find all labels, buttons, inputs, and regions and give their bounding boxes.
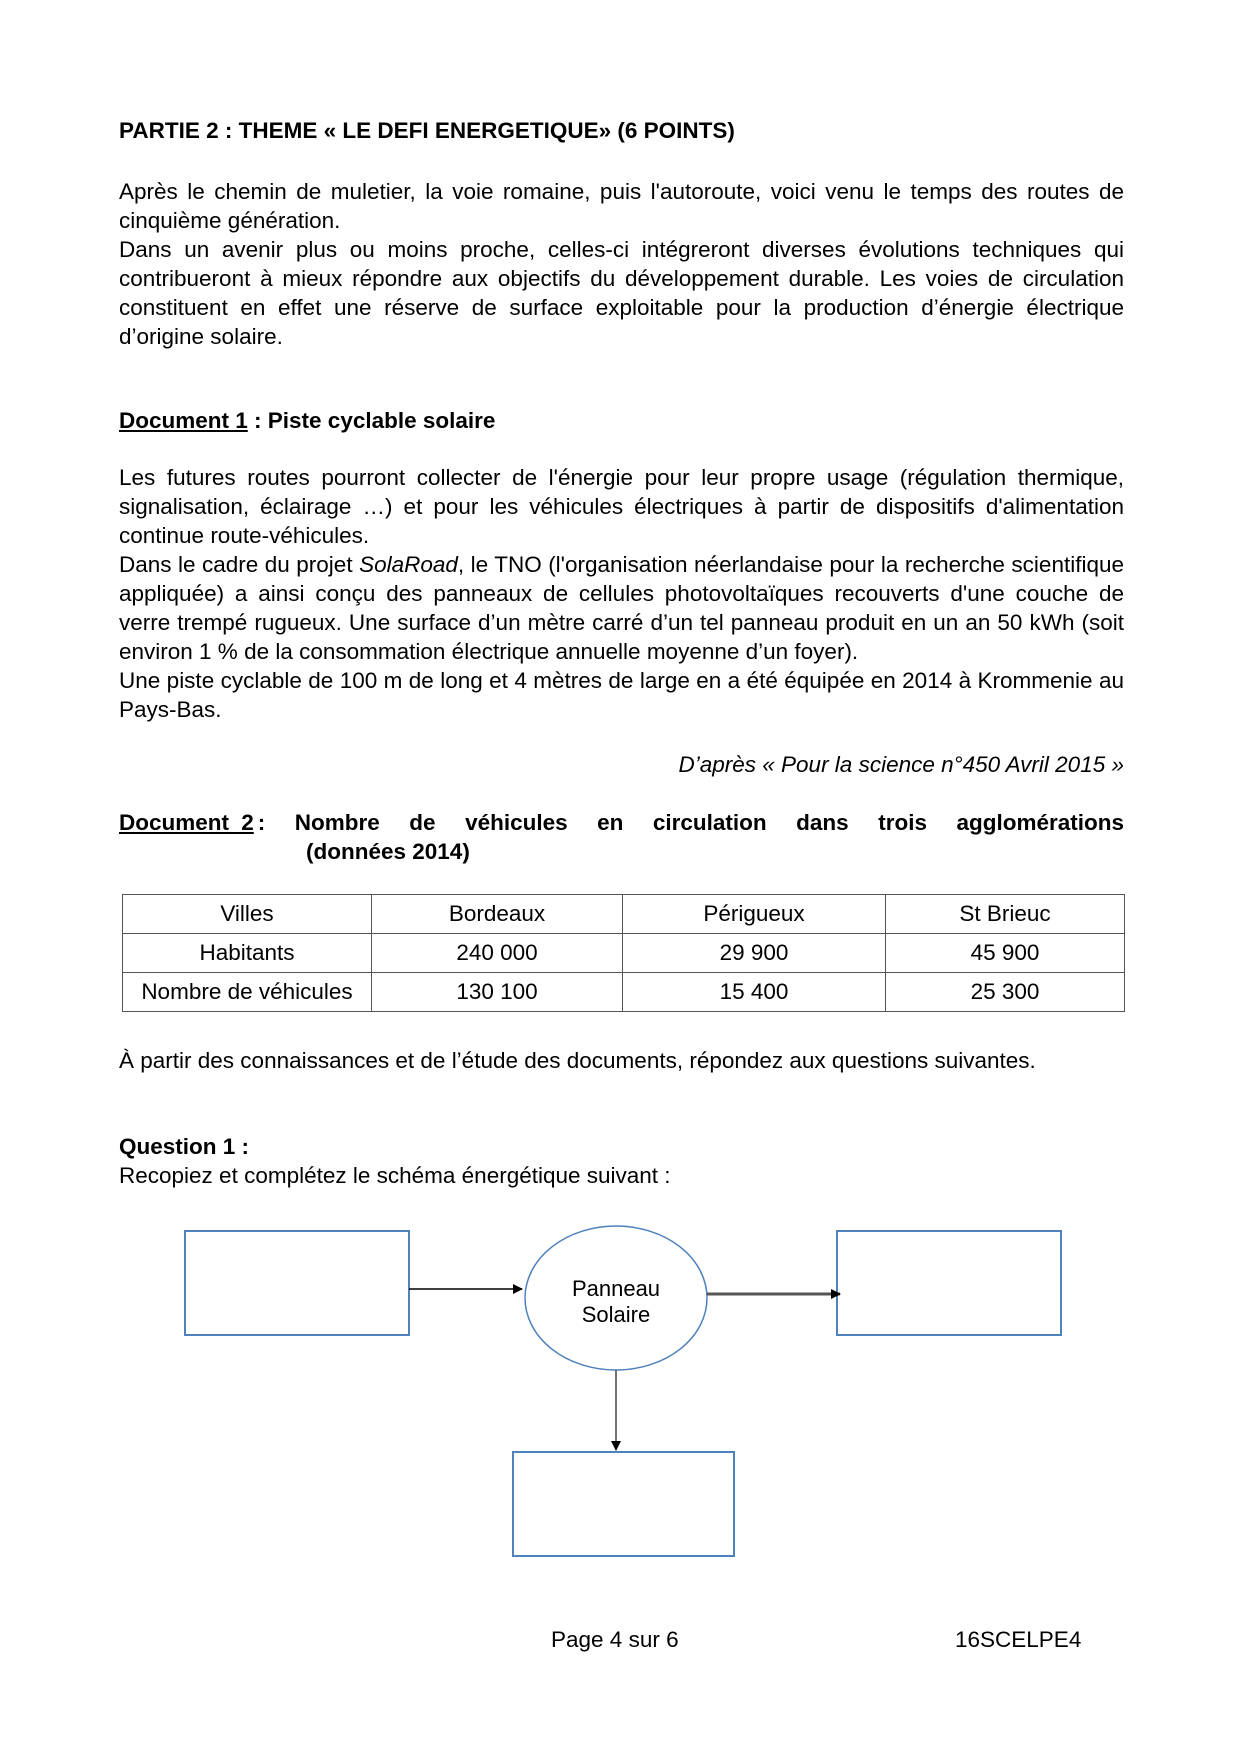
table-cell: Habitants: [123, 934, 372, 973]
table-cell: 130 100: [372, 973, 623, 1012]
converter-label-line1: Panneau: [571, 1276, 661, 1301]
document1-title: : Piste cyclable solaire: [247, 408, 496, 433]
output-energy-box[interactable]: [837, 1231, 1061, 1335]
converter-label-line2: Solaire: [581, 1302, 651, 1327]
loss-energy-box[interactable]: [513, 1452, 734, 1556]
text-span: , le TNO (l'organisation néerlandaise pour la recherche scientifique appliquée) a ainsi conçu des panneaux de cellules photovoltaïques recouverts d'une couche de verre trempé rugueux. Une surface d’un mètre carré d’un tel panneau produit en un an 50 kWh (soit environ 1 % de la consommation électrique annuelle moyenne d’un foyer).: [119, 552, 1125, 664]
part-title: PARTIE 2 : THEME « LE DEFI ENERGETIQUE» (6 POINTS): [119, 118, 735, 143]
document2-subtitle: (données 2014): [306, 839, 470, 864]
document1-paragraph: Une piste cyclable de 100 m de long et 4 mètres de large en a été équipée en 2014 à Krommenie au Pays-Bas.: [119, 668, 1124, 722]
project-name: SolaRoad: [359, 552, 458, 577]
document2-label: Document 2: [119, 810, 254, 835]
intro-paragraph: Dans un avenir plus ou moins proche, celles-ci intégreront diverses évolutions techniques qui contribueront à mieux répondre aux objectifs du développement durable. Les voies de circulation constituent en effet une réserve de surface exploitable pour la production d’énergie électrique d’origine solaire.: [119, 237, 1124, 349]
instruction-paragraph: À partir des connaissances et de l’étude des documents, répondez aux questions suivantes.: [119, 1048, 1036, 1073]
table-cell: 25 300: [885, 973, 1124, 1012]
page-number: Page 4 sur 6: [551, 1627, 679, 1652]
table-cell: 15 400: [623, 973, 886, 1012]
table-header-cell: St Brieuc: [885, 895, 1124, 934]
text-span: Dans le cadre du projet: [119, 552, 360, 577]
input-energy-box[interactable]: [185, 1231, 409, 1335]
document1-paragraph: Les futures routes pourront collecter de l'énergie pour leur propre usage (régulation thermique, signalisation, éclairage …) et pour les véhicules électriques à partir de dispositifs d'alimentation continue route-véhicules.: [119, 465, 1124, 548]
table-header-cell: Périgueux: [623, 895, 886, 934]
table-cell: Nombre de véhicules: [123, 973, 372, 1012]
table-cell: 29 900: [623, 934, 886, 973]
document1-label: Document 1: [119, 408, 248, 433]
table-header-cell: Bordeaux: [372, 895, 623, 934]
document1-source: D’après « Pour la science n°450 Avril 2015 »: [678, 752, 1124, 777]
table-cell: 240 000: [372, 934, 623, 973]
table-cell: 45 900: [885, 934, 1124, 973]
document-code: 16SCELPE4: [955, 1627, 1082, 1652]
question1-text: Recopiez et complétez le schéma énergétique suivant :: [119, 1163, 671, 1188]
table-header-cell: Villes: [123, 895, 372, 934]
question1-heading: Question 1 :: [119, 1134, 250, 1159]
document2-title: : Nombre de véhicules en circulation dans trois agglomérations: [257, 810, 1124, 835]
intro-paragraph: Après le chemin de muletier, la voie romaine, puis l'autoroute, voici venu le temps des routes de cinquième génération.: [119, 179, 1124, 233]
